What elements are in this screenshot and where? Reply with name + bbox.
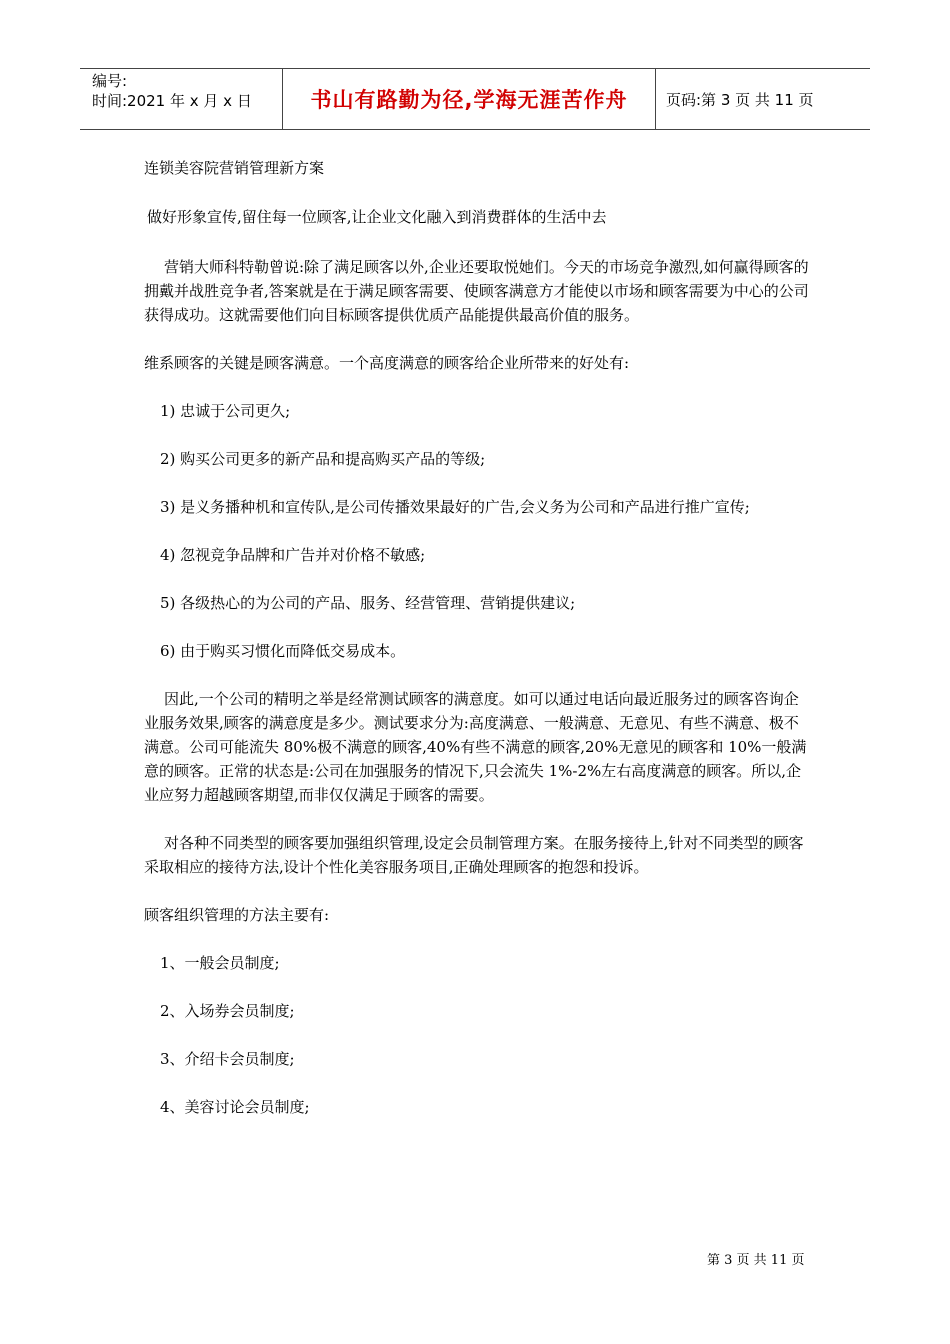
header-motto: 书山有路勤为径,学海无涯苦作舟: [282, 69, 656, 129]
list-item: 4) 忽视竞争品牌和广告并对价格不敏感;: [160, 546, 426, 564]
list-item: 2) 购买公司更多的新产品和提高购买产品的等级;: [160, 450, 486, 468]
header-page-info: 页码:第 3 页 共 11 页: [666, 90, 814, 109]
list-item: 4、美容讨论会员制度;: [160, 1098, 310, 1116]
list-item: 1、一般会员制度;: [160, 954, 280, 972]
list-item: 1) 忠诚于公司更久;: [160, 402, 291, 420]
list-item: 5) 各级热心的为公司的产品、服务、经营管理、营销提供建议;: [160, 594, 576, 612]
paragraph-methods-intro: 顾客组织管理的方法主要有:: [144, 906, 330, 924]
document-body: [144, 150, 810, 1119]
list-item: 3) 是义务播种机和宣传队,是公司传播效果最好的广告,会义务为公司和产品进行推广宣传;: [160, 498, 750, 516]
paragraph-measurement: 因此,一个公司的精明之举是经常测试顾客的满意度。如可以通过电话向最近服务过的顾客咨询企业服务效果,顾客的满意度是多少。测试要求分为:高度满意、一般满意、无意见、有些不满意、极不满意。公司可能流失 80%极不满意的顾客,40%有些不满意的顾客,20%无意见的顾客和 10%一般满意的顾客。正常的状态是:公司在加强服务的情况下,只会流失 1%-2%左右高度满意的顾客。所以,企业应努力超越顾客期望,而非仅仅满足于顾客的需要。: [144, 690, 807, 804]
list-item: 2、入场券会员制度;: [160, 1002, 295, 1020]
document-number-label: 编号:: [92, 72, 128, 90]
list-item: 6) 由于购买习惯化而降低交易成本。: [160, 642, 406, 660]
document-title: 连锁美容院营销管理新方案: [144, 159, 325, 177]
list-item: 3、介绍卡会员制度;: [160, 1050, 295, 1068]
header-left-cell: [80, 69, 282, 129]
paragraph-intro: 营销大师科特勒曾说:除了满足顾客以外,企业还要取悦她们。今天的市场竞争激烈,如何赢得顾客的拥戴并战胜竞争者,答案就是在于满足顾客需要、使顾客满意方才能使以市场和顾客需要为中心的公司获得成功。这就需要他们向目标顾客提供优质产品能提供最高价值的服务。: [144, 258, 809, 324]
page-footer: 第 3 页 共 11 页: [707, 1253, 805, 1268]
document-date-label: 时间:2021 年 x 月 x 日: [92, 92, 252, 110]
page-header: [80, 68, 870, 130]
paragraph-membership: 对各种不同类型的顾客要加强组织管理,设定会员制管理方案。在服务接待上,针对不同类型的顾客采取相应的接待方法,设计个性化美容服务项目,正确处理顾客的抱怨和投诉。: [144, 834, 804, 876]
paragraph-satisfaction: 维系顾客的关键是顾客满意。一个高度满意的顾客给企业所带来的好处有:: [144, 354, 630, 372]
document-subtitle: 做好形象宣传,留住每一位顾客,让企业文化融入到消费群体的生活中去: [147, 208, 607, 226]
